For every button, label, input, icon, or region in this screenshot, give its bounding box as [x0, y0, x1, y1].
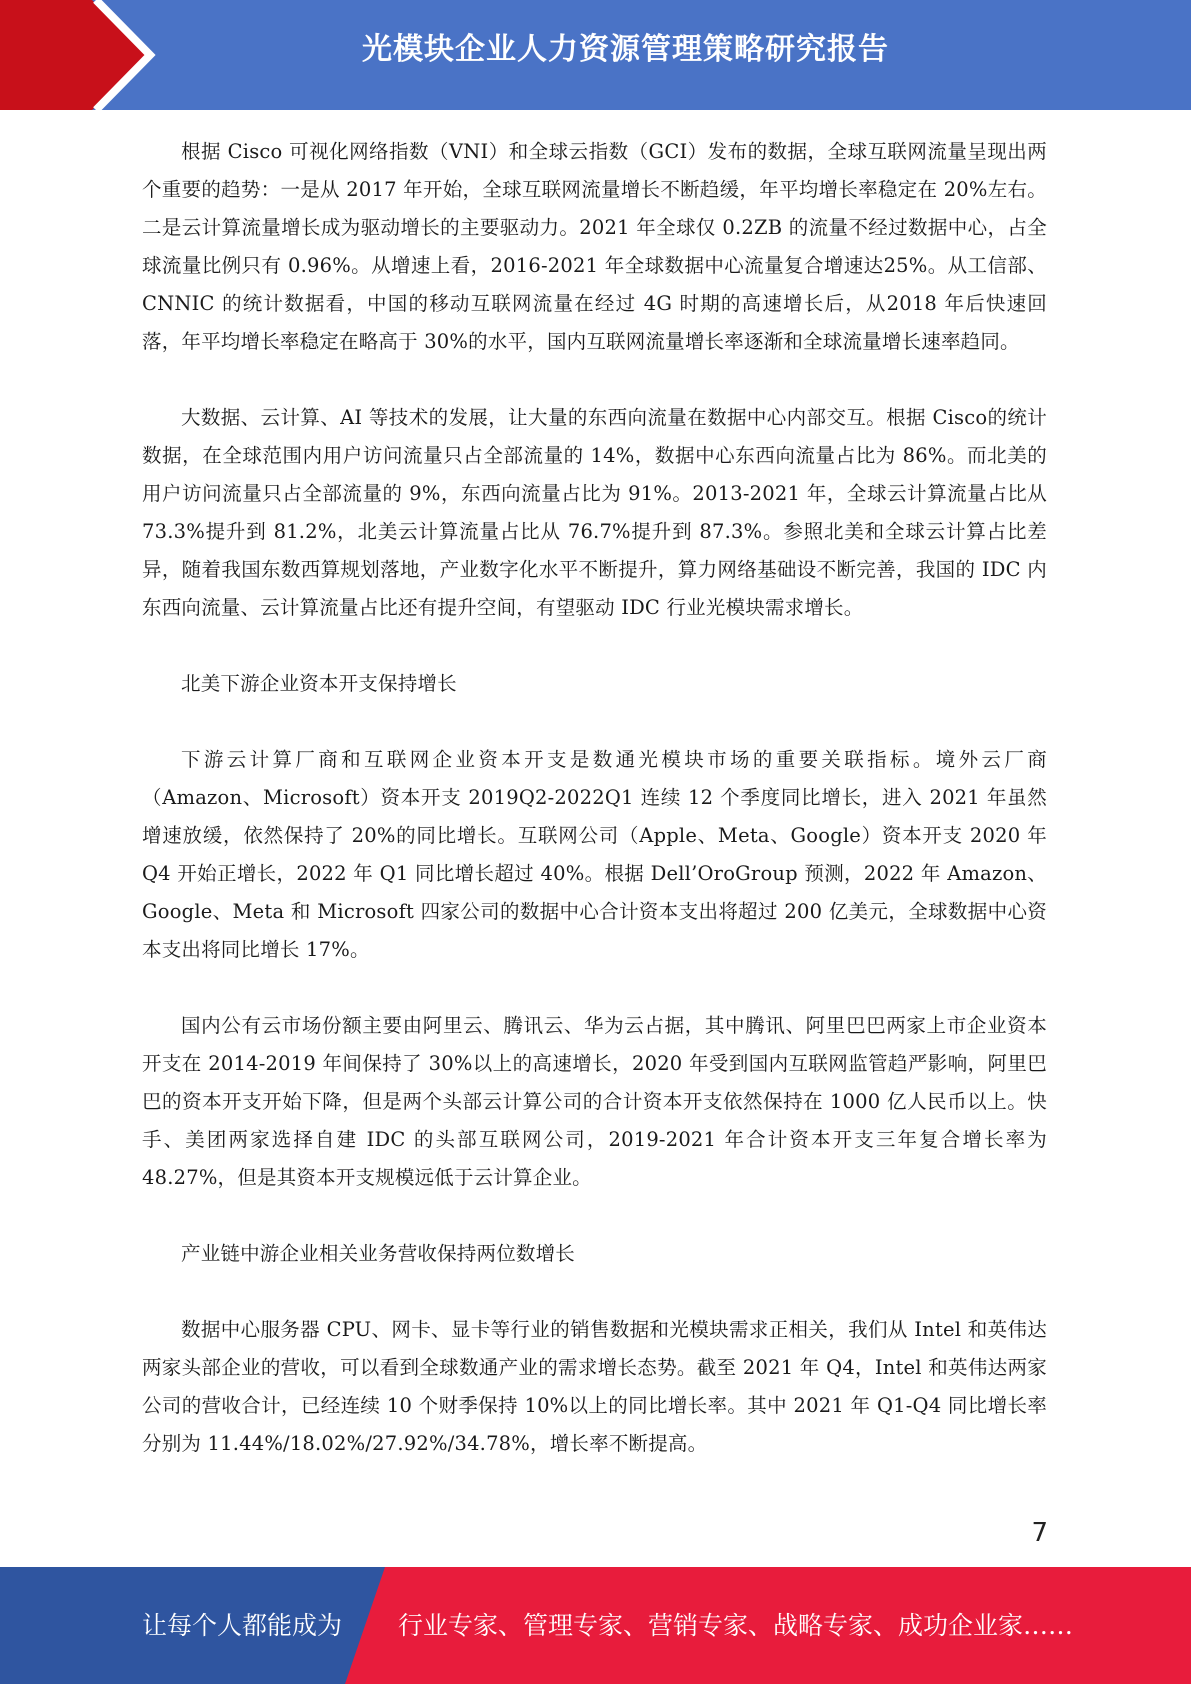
report-body	[142, 133, 1047, 1463]
page-number: 7	[1031, 1518, 1048, 1548]
page-footer	[0, 1567, 1191, 1684]
footer-slogan-left: 让每个人都能成为	[142, 1611, 343, 1640]
section-heading-midstream-revenue: 产业链中游企业相关业务营收保持两位数增长	[181, 1242, 576, 1265]
paragraph-cloud-capex: 下游云计算厂商和互联网企业资本开支是数通光模块市场的重要关联指标。境外云厂商（Amazon、Microsoft）资本开支 2019Q2-2022Q1 连续 12 个季度同比增长，进入 2021 年虽然增速放缓，依然保持了 20%的同比增长。互联网公司（Apple、Meta、Google）资本开支 2020 年 Q4 开始正增长，2022 年 Q1 同比增长超过 40%。根据 Dell’OroGroup 预测，2022 年 Amazon、Google、Meta 和 Microsoft 四家公司的数据中心合计资本支出将超过 200 亿美元，全球数据中心资本支出将同比增长 17%。	[142, 748, 1047, 961]
page-header	[0, 0, 1191, 110]
paragraph-traffic-trends: 根据 Cisco 可视化网络指数（VNI）和全球云指数（GCI）发布的数据，全球互联网流量呈现出两个重要的趋势：一是从 2017 年开始，全球互联网流量增长不断趋缓，年平均增长率稳定在 20%左右。二是云计算流量增长成为驱动增长的主要驱动力。2021 年全球仅 0.2ZB 的流量不经过数据中心，占全球流量比例只有 0.96%。从增速上看，2016-2021 年全球数据中心流量复合增速达25%。从工信部、CNNIC 的统计数据看，中国的移动互联网流量在经过 4G 时期的高速增长后，从2018 年后快速回落，年平均增长率稳定在略高于 30%的水平，国内互联网流量增长率逐渐和全球流量增长速率趋同。	[142, 140, 1047, 353]
section-heading-north-america-capex: 北美下游企业资本开支保持增长	[181, 672, 457, 695]
footer-slogan-right: 行业专家、管理专家、营销专家、战略专家、成功企业家……	[398, 1611, 1074, 1640]
paragraph-east-west-traffic: 大数据、云计算、AI 等技术的发展，让大量的东西向流量在数据中心内部交互。根据 Cisco的统计数据，在全球范围内用户访问流量只占全部流量的 14%，数据中心东西向流量占比为 86%。而北美的用户访问流量只占全部流量的 9%，东西向流量占比为 91%。2013-2021 年，全球云计算流量占比从 73.3%提升到 81.2%，北美云计算流量占比从 76.7%提升到 87.3%。参照北美和全球云计算占比差异，随着我国东数西算规划落地，产业数字化水平不断提升，算力网络基础设不断完善，我国的 IDC 内东西向流量、云计算流量占比还有提升空间，有望驱动 IDC 行业光模块需求增长。	[142, 406, 1047, 619]
header-arrow-decoration	[0, 0, 160, 110]
paragraph-server-revenue: 数据中心服务器 CPU、网卡、显卡等行业的销售数据和光模块需求正相关，我们从 Intel 和英伟达两家头部企业的营收，可以看到全球数通产业的需求增长态势。截至 2021 年 Q4，Intel 和英伟达两家公司的营收合计，已经连续 10 个财季保持 10%以上的同比增长率。其中 2021 年 Q1-Q4 同比增长率分别为 11.44%/18.02%/27.92%/34.78%，增长率不断提高。	[142, 1318, 1047, 1455]
paragraph-domestic-cloud: 国内公有云市场份额主要由阿里云、腾讯云、华为云占据，其中腾讯、阿里巴巴两家上市企业资本开支在 2014-2019 年间保持了 30%以上的高速增长，2020 年受到国内互联网监管趋严影响，阿里巴巴的资本开支开始下降，但是两个头部云计算公司的合计资本开支依然保持在 1000 亿人民币以上。快手、美团两家选择自建 IDC 的头部互联网公司，2019-2021 年合计资本开支三年复合增长率为 48.27%，但是其资本开支规模远低于云计算企业。	[142, 1014, 1047, 1189]
document-title: 光模块企业人力资源管理策略研究报告	[362, 32, 889, 67]
